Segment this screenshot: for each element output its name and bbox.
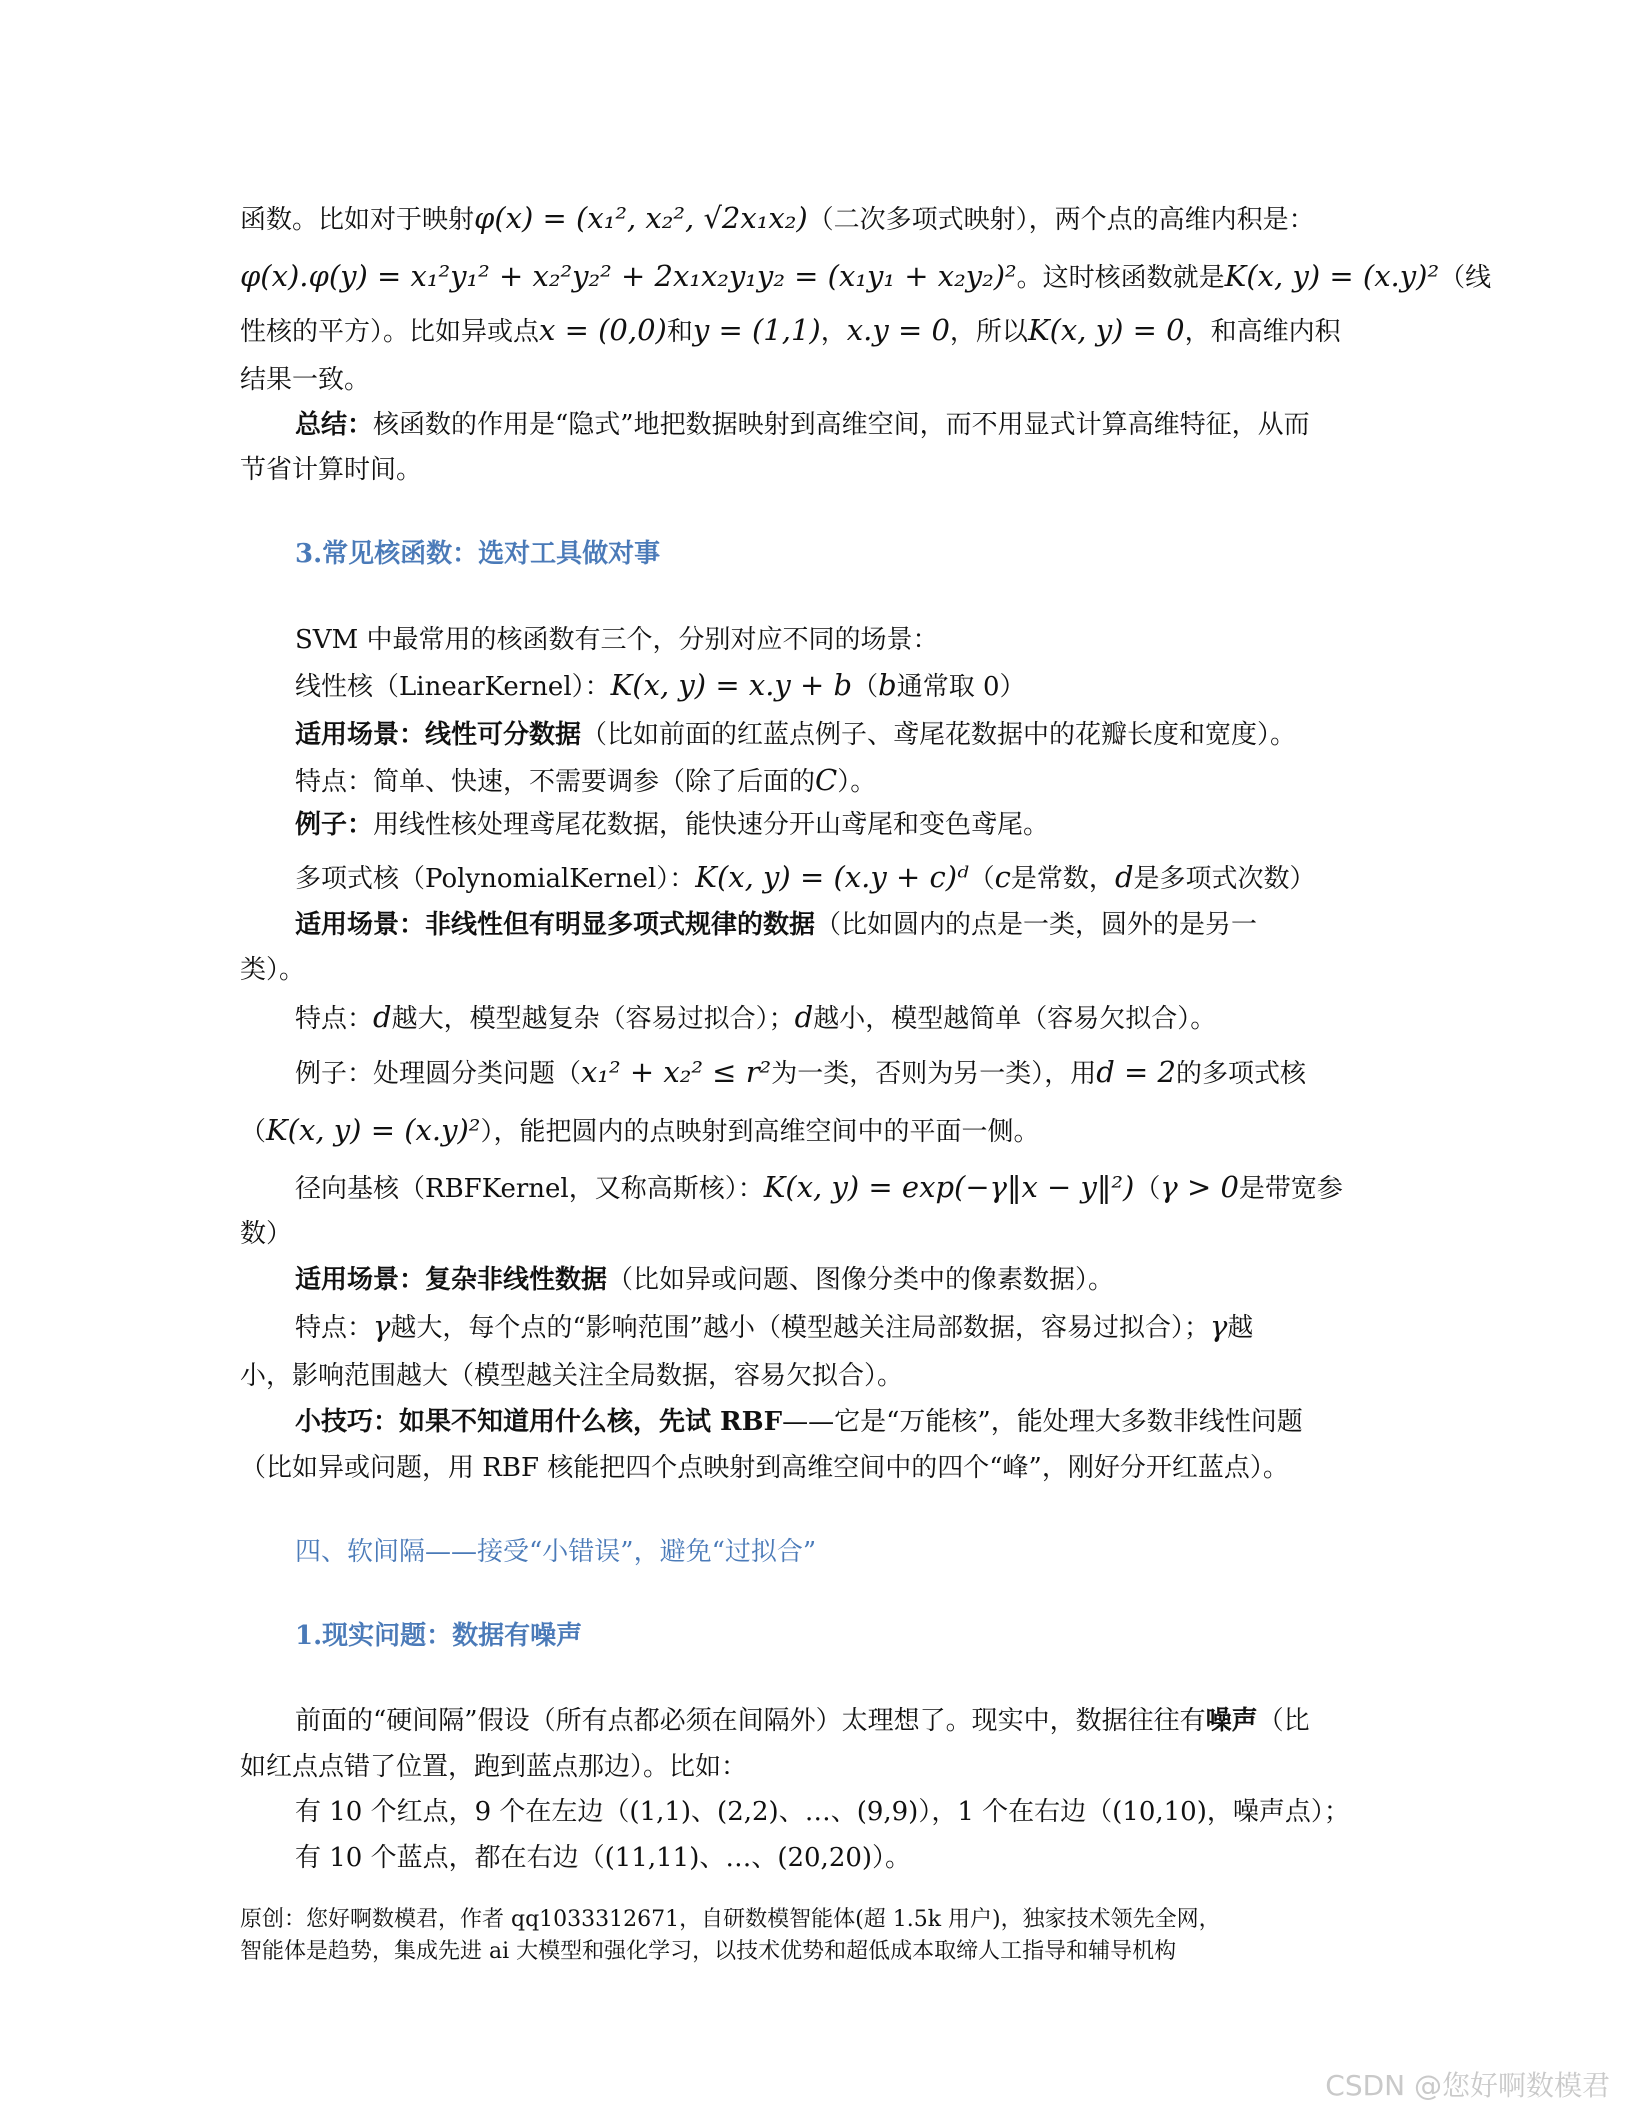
formula: γ xyxy=(373,1309,391,1343)
formula: K(x, y) = 0 xyxy=(1027,313,1185,347)
rbf-feature-line xyxy=(240,1354,903,1398)
formula: y = (1,1) xyxy=(692,313,821,347)
formula: γ > 0 xyxy=(1160,1170,1239,1204)
tip-label: 小技巧：如果不知道用什么核，先试 RBF xyxy=(295,1407,783,1437)
formula: φ(x).φ(y) = x₁²y₁² + x₂²y₂² + 2x₁x₂y₁y₂ = (x₁y₁ + x₂y₂)² xyxy=(240,259,1017,293)
text: 越大，模型越复杂（容易过拟合）； xyxy=(391,1004,795,1034)
text: ， xyxy=(820,317,847,347)
noise-keyword: 噪声 xyxy=(1205,1706,1258,1736)
text: 类）。 xyxy=(240,955,306,985)
rbf-title-line xyxy=(295,1165,1343,1211)
formula: b xyxy=(878,668,897,702)
formula: K(x, y) = (x.y + c)ᵈ xyxy=(695,860,969,894)
text: ——它是“万能核”，能处理大多数非线性问题 xyxy=(782,1407,1303,1437)
text: 线性核（LinearKernel）： xyxy=(295,672,611,702)
footer-line: 原创：您好啊数模君，作者 qq1033312671，自研数模智能体(超 1.5k 用户)，独家技术领先全网， xyxy=(240,1907,1221,1932)
formula: C xyxy=(815,763,838,797)
text: 多项式核（PolynomialKernel）： xyxy=(295,864,696,894)
footer-line: 智能体是趋势，集成先进 ai 大模型和强化学习，以技术优势和超低成本取缔人工指导和辅导机构 xyxy=(240,1939,1177,1964)
text: （线 xyxy=(1439,263,1492,293)
formula: x.y = 0 xyxy=(846,313,950,347)
poly-example-line xyxy=(295,1050,1306,1096)
rbf-scene-line xyxy=(295,1258,1114,1302)
text: 的多项式核 xyxy=(1175,1059,1306,1089)
summary-line xyxy=(240,448,422,492)
poly-scene-line xyxy=(240,948,305,992)
scene-label: 适用场景：复杂非线性数据 xyxy=(295,1265,608,1295)
formula: d xyxy=(1114,860,1134,894)
formula: γ xyxy=(1209,1309,1228,1343)
text: 是常数， xyxy=(1010,864,1115,894)
linear-scene-line xyxy=(295,713,1296,757)
watermark: CSDN @您好啊数模君 xyxy=(1325,2069,1610,2102)
text: （二次多项式映射），两个点的高维内积是： xyxy=(807,205,1315,235)
text: （比如前面的红蓝点例子、鸢尾花数据中的花瓣长度和宽度）。 xyxy=(581,720,1297,750)
text: 函数。比如对于映射 xyxy=(240,205,475,235)
scene-label: 适用场景：非线性但有明显多项式规律的数据 xyxy=(295,910,816,940)
text: 为一类，否则为另一类），用 xyxy=(771,1059,1097,1089)
text: 。这时核函数就是 xyxy=(1016,263,1225,293)
text: 越大，每个点的“影响范围”越小（模型越关注局部数据，容易过拟合）； xyxy=(390,1313,1210,1343)
text: 径向基核（RBFKernel，又称高斯核）： xyxy=(295,1174,764,1204)
summary-line xyxy=(295,403,1310,447)
rbf-tip-line xyxy=(295,1400,1303,1444)
real-line: 有 10 个蓝点，都在右边（(11,11)、…、(20,20)）。 xyxy=(295,1843,912,1873)
text: 越小，模型越简单（容易欠拟合）。 xyxy=(813,1004,1217,1034)
text: 性核的平方）。比如异或点 xyxy=(240,317,540,347)
poly-scene-line xyxy=(295,903,1257,947)
scene-label: 适用场景：线性可分数据 xyxy=(295,720,582,750)
linear-title-line xyxy=(295,663,1026,709)
formula: φ(x) = (x₁², x₂², √2x₁x₂) xyxy=(474,201,808,235)
text: 特点： xyxy=(295,1004,374,1034)
summary-label: 总结： xyxy=(295,410,374,440)
text: （ xyxy=(968,864,995,894)
text: 结果一致。 xyxy=(240,365,371,395)
formula: K(x, y) = (x.y)² xyxy=(266,1113,481,1147)
formula: K(x, y) = (x.y)² xyxy=(1224,259,1440,293)
real-line: 有 10 个红点，9 个在左边（(1,1)、(2,2)、…、(9,9)），1 个在右边（(10,10)，噪声点）； xyxy=(295,1797,1350,1827)
para-line xyxy=(240,358,370,402)
section-heading: 四、软间隔——接受“小错误”，避免“过拟合” xyxy=(295,1537,817,1567)
text: 越 xyxy=(1227,1313,1254,1343)
text: 用线性核处理鸢尾花数据，能快速分开山鸢尾和变色鸢尾。 xyxy=(373,810,1050,840)
rbf-feature-line xyxy=(295,1304,1253,1350)
text: （比如异或问题，用 RBF 核能把四个点映射到高维空间中的四个“峰”，刚好分开红蓝点）。 xyxy=(240,1453,1289,1483)
linear-example-line xyxy=(295,803,1049,847)
text: 和 xyxy=(666,317,693,347)
text: 数） xyxy=(240,1219,293,1249)
formula: c xyxy=(994,860,1011,894)
text: ）。 xyxy=(837,767,877,797)
rbf-title-line xyxy=(240,1212,292,1256)
text: 通常取 0） xyxy=(896,672,1026,702)
linear-feature-line xyxy=(295,758,876,804)
section-heading: 3.常见核函数：选对工具做对事 xyxy=(295,539,661,569)
text: （比 xyxy=(1257,1706,1310,1736)
text: 是带宽参 xyxy=(1238,1174,1343,1204)
formula: x₁² + x₂² ≤ r² xyxy=(581,1055,772,1089)
para-line xyxy=(240,196,1315,242)
text: 节省计算时间。 xyxy=(240,455,423,485)
rbf-tip-line xyxy=(240,1446,1289,1490)
text: 前面的“硬间隔”假设（所有点都必须在间隔外）太理想了。现实中，数据往往有 xyxy=(295,1706,1206,1736)
formula: d xyxy=(373,1000,392,1034)
formula: x = (0,0) xyxy=(539,313,667,347)
formula: K(x, y) = exp(−γ‖x − y‖²) xyxy=(763,1170,1135,1204)
poly-example-line xyxy=(240,1108,1039,1154)
text: ，和高维内积 xyxy=(1184,317,1341,347)
text: 核函数的作用是“隐式”地把数据映射到高维空间，而不用显式计算高维特征，从而 xyxy=(373,410,1310,440)
text: ，所以 xyxy=(949,317,1028,347)
formula: d = 2 xyxy=(1096,1055,1176,1089)
text: （比如圆内的点是一类，圆外的是另一 xyxy=(815,910,1258,940)
text: （ xyxy=(240,1117,267,1147)
para-line xyxy=(240,254,1491,300)
text: 小，影响范围越大（模型越关注全局数据，容易欠拟合）。 xyxy=(240,1361,904,1391)
para-line xyxy=(240,308,1341,354)
text: 是多项式次数） xyxy=(1133,864,1316,894)
poly-title-line xyxy=(295,855,1316,901)
text: （ xyxy=(1134,1174,1161,1204)
real-line: 如红点点错了位置，跑到蓝点那边）。比如： xyxy=(240,1752,748,1782)
poly-feature-line xyxy=(295,995,1216,1041)
text: （ xyxy=(852,672,879,702)
intro-line: SVM 中最常用的核函数有三个，分别对应不同的场景： xyxy=(295,625,939,655)
example-label: 例子： xyxy=(295,810,374,840)
text: ），能把圆内的点映射到高维空间中的平面一侧。 xyxy=(480,1117,1040,1147)
text: 特点：简单、快速，不需要调参（除了后面的 xyxy=(295,767,816,797)
text: 特点： xyxy=(295,1313,374,1343)
subsection-heading: 1.现实问题：数据有噪声 xyxy=(295,1621,583,1651)
text: 例子：处理圆分类问题（ xyxy=(295,1059,582,1089)
formula: d xyxy=(794,1000,814,1034)
real-line xyxy=(295,1699,1310,1743)
text: （比如异或问题、图像分类中的像素数据）。 xyxy=(607,1265,1115,1295)
formula: K(x, y) = x.y + b xyxy=(610,668,853,702)
